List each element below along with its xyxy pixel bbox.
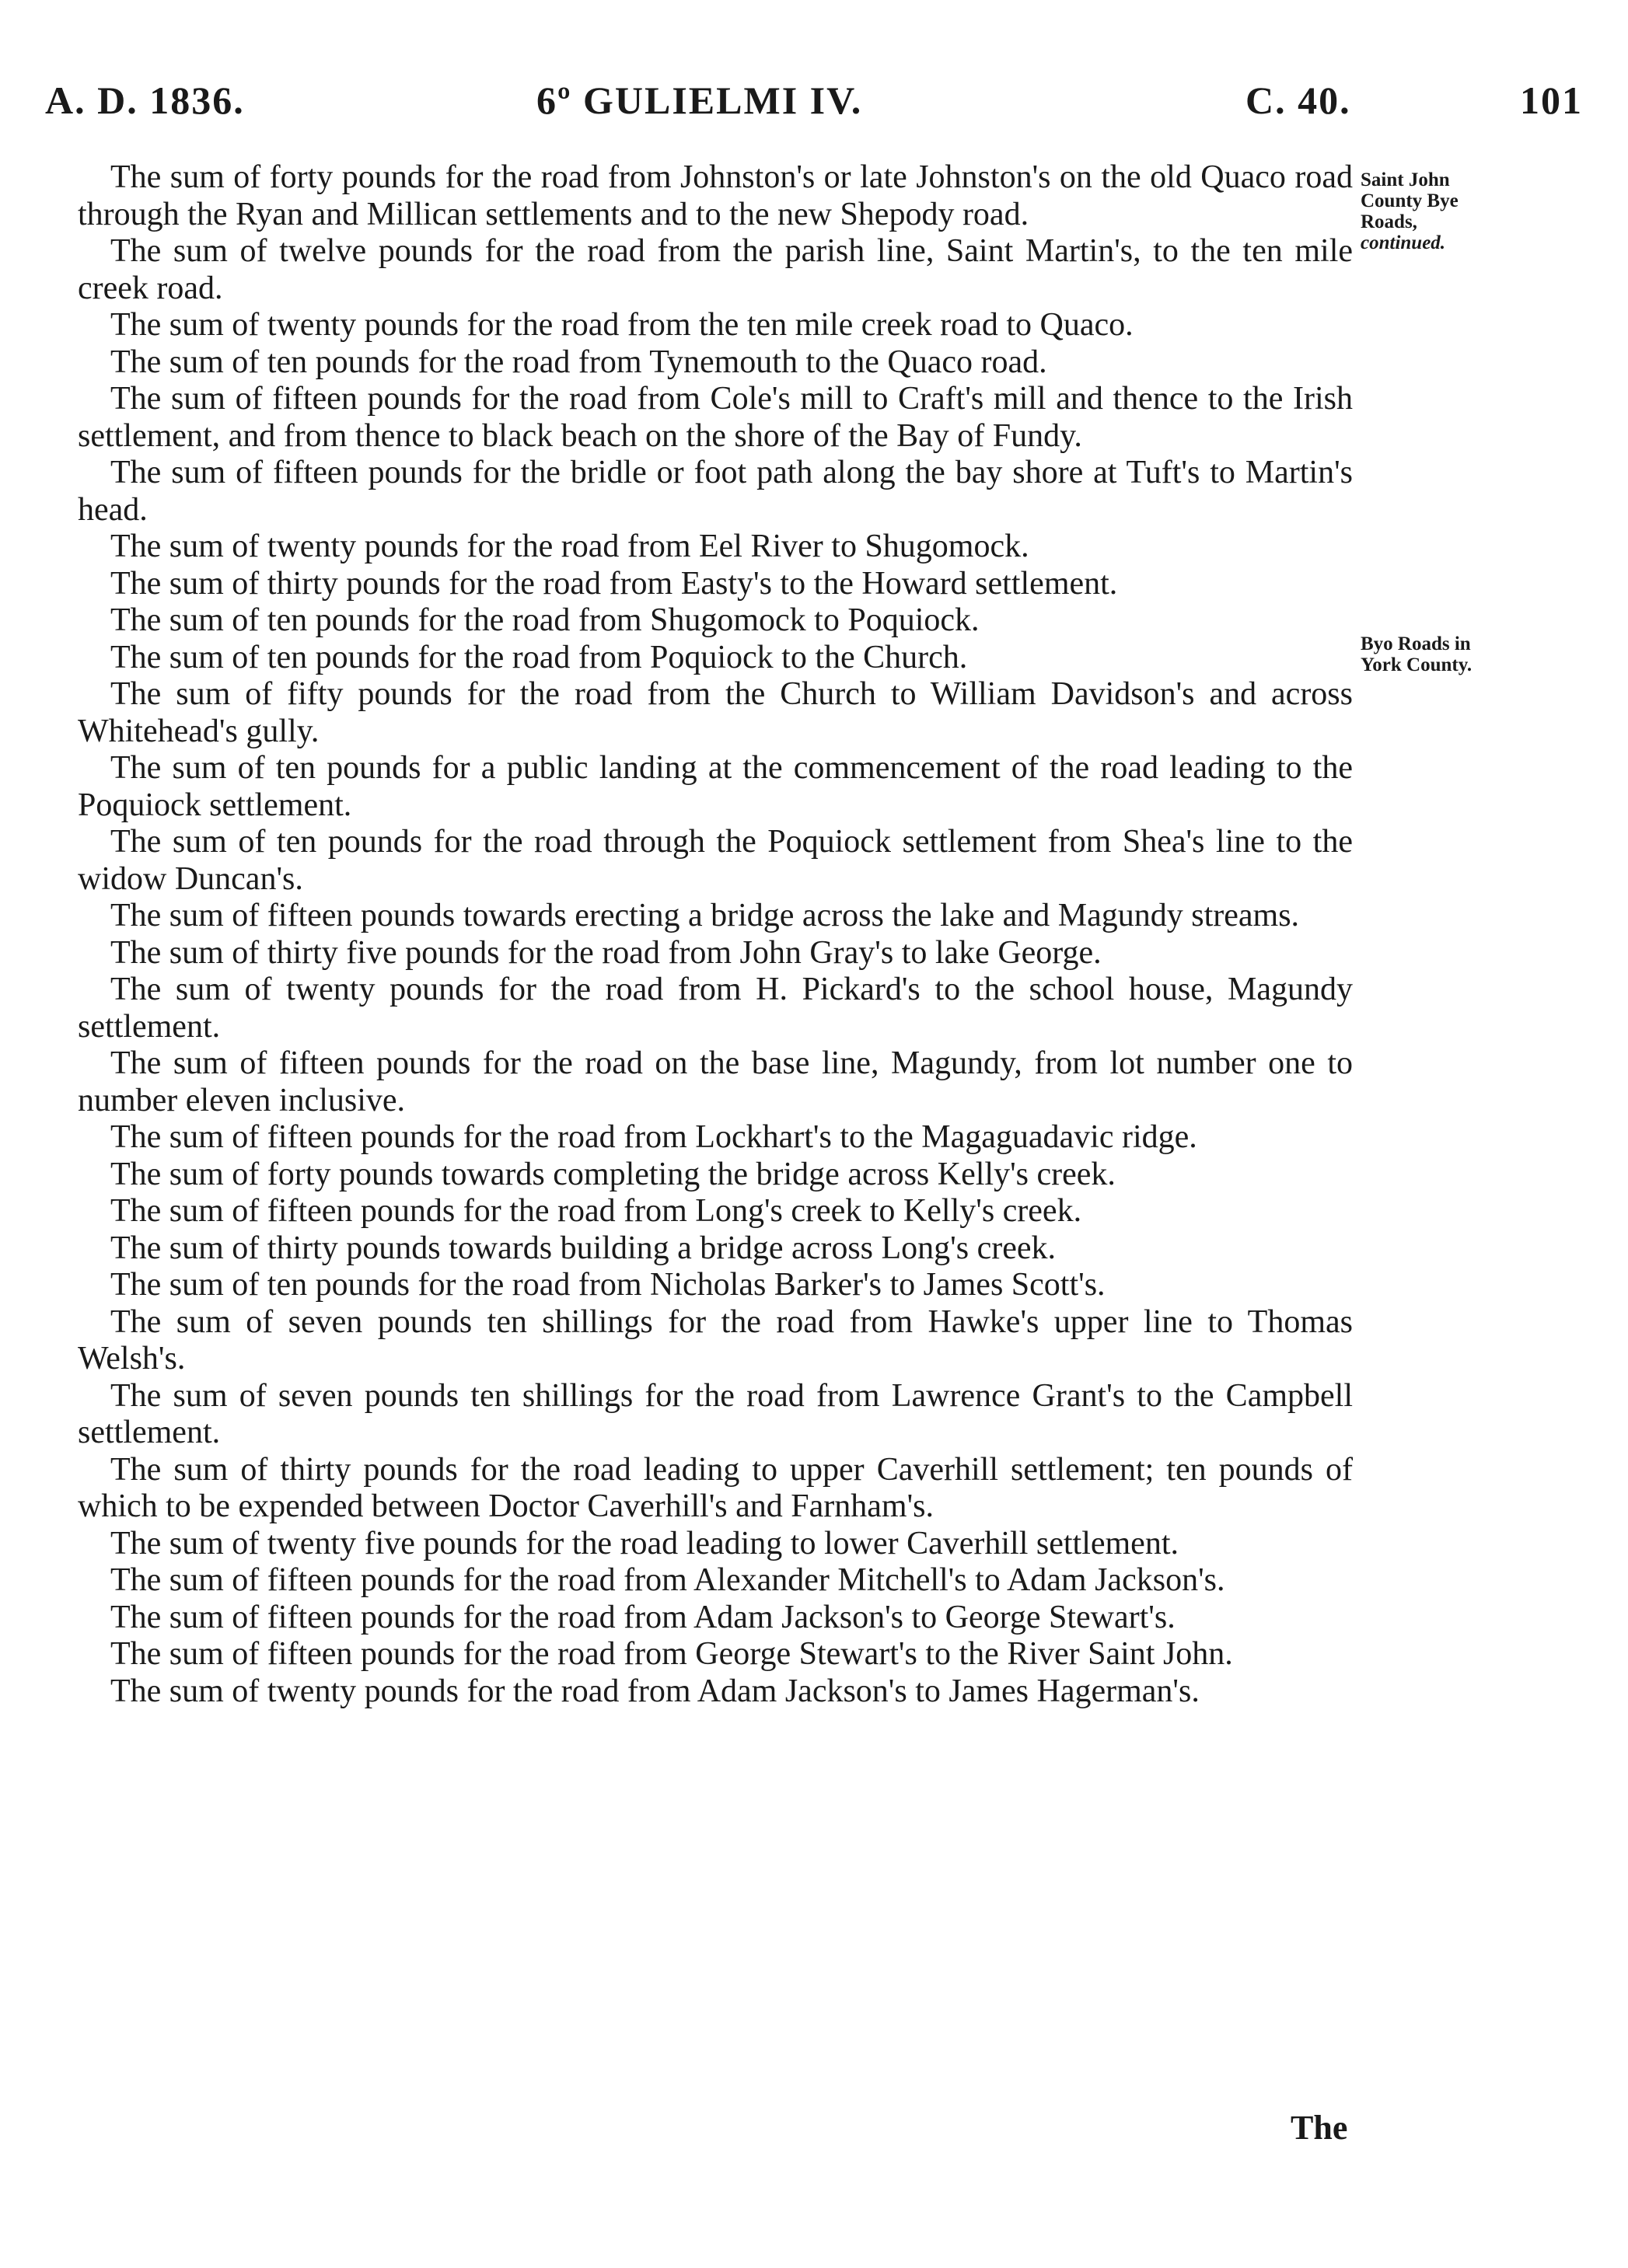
margin-note-line: York County. (1361, 654, 1473, 675)
paragraph: The sum of twenty pounds for the road from Eel River to Shugomock. (110, 529, 1029, 564)
paragraph: The sum of fifty pounds for the road from the Church to William Davidson's and across Whitehead's gully. (78, 676, 1353, 749)
paragraph: The sum of fifteen pounds for the bridle or foot path along the bay shore at Tuft's to Martin's head. (78, 455, 1353, 528)
margin-note-line: Saint John (1361, 169, 1450, 190)
body-text (78, 159, 1353, 1710)
header-title: 6º GULIELMI IV. (536, 79, 863, 122)
margin-note-line: Roads, (1361, 211, 1417, 232)
paragraph: The sum of twenty pounds for the road from H. Pickard's to the school house, Magundy settlement. (78, 972, 1353, 1045)
running-header (45, 78, 1583, 132)
paragraph: The sum of fifteen pounds for the road from Alexander Mitchell's to Adam Jackson's. (110, 1562, 1225, 1598)
paragraph: The sum of ten pounds for a public landing at the commencement of the road leading to the Poquiock settlement. (78, 750, 1353, 823)
paragraph: The sum of forty pounds for the road from Johnston's or late Johnston's on the old Quaco road through the Ryan and Millican settlements and to the new Shepody road. (78, 159, 1353, 232)
paragraph: The sum of ten pounds for the road from Poquiock to the Church. (110, 639, 968, 675)
paragraph: The sum of thirty five pounds for the road from John Gray's to lake George. (110, 934, 1102, 971)
margin-note-line: continued. (1361, 232, 1446, 253)
paragraph: The sum of twelve pounds for the road from the parish line, Saint Martin's, to the ten mile creek road. (78, 233, 1353, 306)
paragraph: The sum of fifteen pounds for the road from Lockhart's to the Magaguadavic ridge. (110, 1119, 1197, 1155)
margin-note-york (1361, 633, 1555, 675)
paragraph: The sum of seven pounds ten shillings for the road from Hawke's upper line to Thomas Welsh's. (78, 1303, 1353, 1377)
paragraph: The sum of ten pounds for the road through the Poquiock settlement from Shea's line to the widow Duncan's. (78, 824, 1353, 897)
margin-note-line: Byo Roads in (1361, 633, 1471, 654)
margin-note-line: County Bye (1361, 190, 1459, 211)
paragraph: The sum of fifteen pounds towards erecting a bridge across the lake and Magundy streams. (110, 898, 1300, 933)
paragraph: The sum of thirty pounds towards building a bridge across Long's creek. (110, 1230, 1056, 1266)
header-year: A. D. 1836. (45, 79, 245, 122)
paragraph: The sum of fifteen pounds for the road from Adam Jackson's to George Stewart's. (110, 1599, 1176, 1635)
paragraph: The sum of thirty pounds for the road from Easty's to the Howard settlement. (110, 565, 1118, 602)
catchword: The (1291, 2109, 1348, 2147)
paragraph: The sum of seven pounds ten shillings for the road from Lawrence Grant's to the Campbell settlement. (78, 1377, 1353, 1450)
paragraph: The sum of twenty five pounds for the road leading to lower Caverhill settlement. (110, 1525, 1179, 1561)
paragraph: The sum of forty pounds towards completing the bridge across Kelly's creek. (110, 1156, 1116, 1192)
margin-note-saint-john (1361, 169, 1555, 253)
paragraph: The sum of fifteen pounds for the road from Cole's mill to Craft's mill and thence to the Irish settlement, and from thence to black beach on the shore of the Bay of Fundy. (78, 381, 1353, 454)
paragraph: The sum of thirty pounds for the road leading to upper Caverhill settlement; ten pounds of which to be expended between Doctor Caverhill's and Farnham's. (78, 1451, 1353, 1524)
paragraph: The sum of fifteen pounds for the road on the base line, Magundy, from lot number one to number eleven inclusive. (78, 1045, 1353, 1118)
page-number: 101 (1520, 79, 1583, 122)
header-chapter: C. 40. (1245, 79, 1351, 122)
paragraph: The sum of ten pounds for the road from Tynemouth to the Quaco road. (110, 344, 1047, 380)
paragraph: The sum of ten pounds for the road from Shugomock to Poquiock. (110, 602, 980, 638)
paragraph: The sum of ten pounds for the road from Nicholas Barker's to James Scott's. (110, 1267, 1106, 1303)
paragraph: The sum of fifteen pounds for the road from George Stewart's to the River Saint John. (110, 1636, 1233, 1672)
paragraph: The sum of twenty pounds for the road from the ten mile creek road to Quaco. (110, 307, 1134, 343)
paragraph: The sum of fifteen pounds for the road from Long's creek to Kelly's creek. (110, 1193, 1082, 1229)
paragraph: The sum of twenty pounds for the road from Adam Jackson's to James Hagerman's. (110, 1673, 1200, 1709)
